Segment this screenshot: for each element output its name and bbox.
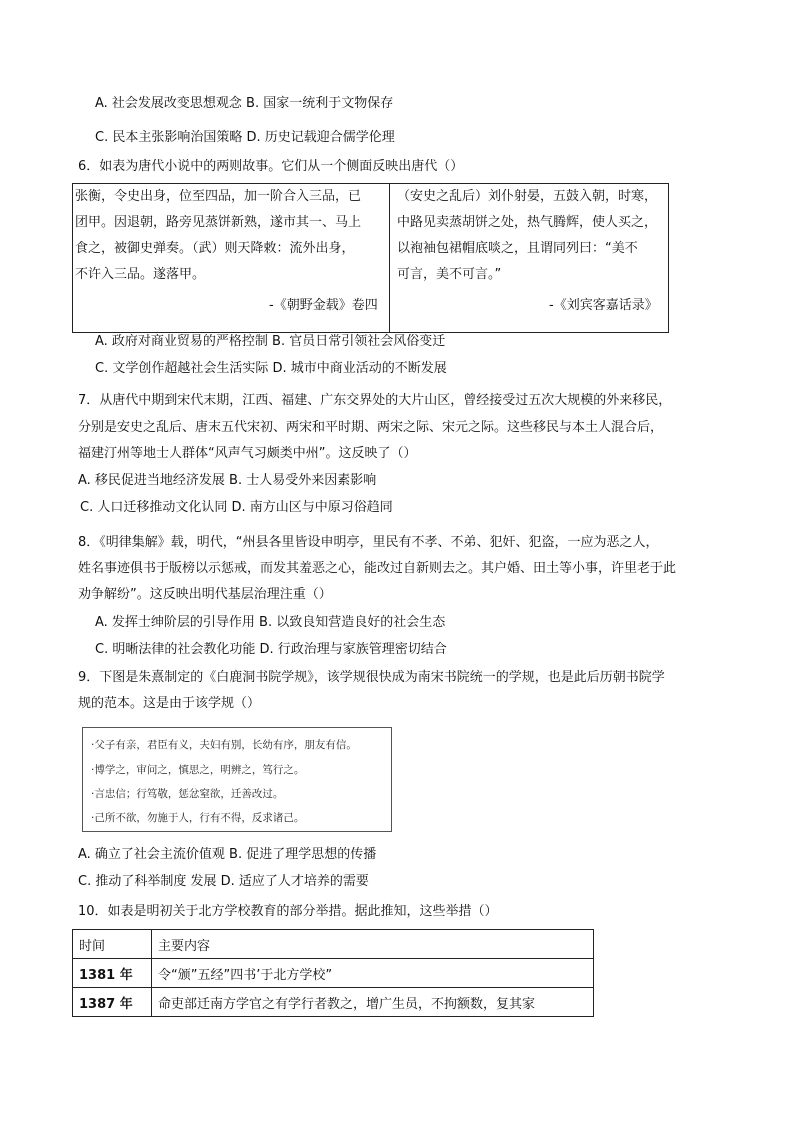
q10-stem: 10．如表是明初关于北方学校教育的部分举措。据此推知，这些举措（） [78,904,498,919]
table-row [73,959,594,988]
q6-right-line: 以袍袖包裙帽底啖之，且谓同列曰：“美不 [397,241,638,256]
q6-left-line: 团甲。因退朝，路旁见蒸饼新熟，遂市其一、马上 [75,215,362,230]
q10-table [72,929,594,1017]
q6-right-line: 可言，美不可言。” [397,267,502,282]
q7-stem-line: 分别是安史之乱后、唐末五代宋初、两宋和平时期、两宋之际、宋元之际。这些移民与本土人混合后， [78,420,664,435]
header-content: 主要内容 [152,930,594,959]
rule-line: ·博学之，审问之，慎思之，明辨之，笃行之。 [91,764,305,776]
q6-options-ab: A. 政府对商业贸易的严格控制 B. 官员日常引领社会风俗变迁 [95,334,446,349]
q8-options-ab: A. 发挥士绅阶层的引导作用 B. 以致良知营造良好的社会生态 [95,615,446,630]
row-year: 1387 年 [73,988,152,1017]
q8-stem-line: 姓名事迹俱书于版榜以示惩戒，而发其羞恶之心，能改过自新则去之。其户婚、田土等小事，许里老于此 [78,561,677,576]
q6-left-line: 张衡，令史出身，位至四品，加一阶合入三品，已 [75,189,362,204]
q9-stem-line: 9．下图是朱熹制定的《白鹿洞书院学规》，该学规很快成为南宋书院统一的学规，也是此后历朝书院学 [78,670,665,685]
bailudong-rules-figure [82,727,392,832]
q5-options-cd: C. 民本主张影响治国策略 D. 历史记载迎合儒学伦理 [95,130,395,145]
q8-stem-line: 8．《明律集解》载，明代，“州县各里皆设申明亭，里民有不孝、不弟、犯奸、犯盗，一应为恶之人， [78,535,659,550]
header-time: 时间 [73,930,152,959]
q6-right-source: -《刘宾客嘉话录》 [549,298,658,313]
q7-stem-line: 7．从唐代中期到宋代末期，江西、福建、广东交界处的大片山区，曾经接受过五次大规模的外来移民， [78,393,672,408]
row-content: 令“颁”五经”四书’于北方学校” [152,959,594,988]
q6-options-cd: C. 文学创作超越社会生活实际 D. 城市中商业活动的不断发展 [95,361,447,376]
q7-stem-line: 福建汀州等地士人群体“风声气习颇类中州”。这反映了（） [78,446,417,461]
row-year: 1381 年 [73,959,152,988]
q9-stem-line: 规的范本。这是由于该学规（） [78,696,261,711]
row-content: 命吏部迁南方学官之有学行者教之，增广生员，不拘额数，复其家 [152,988,594,1017]
q7-options-ab: A. 移民促进当地经济发展 B. 士人易受外来因素影响 [78,473,377,488]
table-header-row [73,930,594,959]
q9-options-cd: C. 推动了科举制度 发展 D. 适应了人才培养的需要 [78,874,369,889]
rule-line: ·言忠信；行笃敬，惩忿窒欲，迁善改过。 [91,788,284,800]
rule-line: ·己所不欲，勿施于人，行有不得，反求诸己。 [91,812,305,824]
q6-story-table [72,183,669,333]
q6-stem: 6．如表为唐代小说中的两则故事。它们从一个侧面反映出唐代（） [78,159,464,174]
q8-stem-line: 劝争解纷”。这反映出明代基层治理注重（） [78,587,332,602]
q6-left-source: -《朝野金载》卷四 [269,298,378,313]
rule-line: ·父子有亲，君臣有义，夫妇有别，长幼有序，朋友有信。 [91,739,357,751]
q9-options-ab: A. 确立了社会主流价值观 B. 促进了理学思想的传播 [78,847,377,862]
q6-left-line: 食之，被御史弹奏。（武）则天降敕：流外出身， [75,241,355,256]
table-row [73,988,594,1017]
q7-options-cd: C. 人口迁移推动文化认同 D. 南方山区与中原习俗趋同 [80,500,393,515]
q8-options-cd: C. 明晰法律的社会教化功能 D. 行政治理与家族管理密切结合 [95,642,447,657]
q6-right-line: （安史之乱后）刘仆射晏，五鼓入朝，时寒， [397,189,658,204]
q6-right-line: 中路见卖蒸胡饼之处，热气腾辉，使人买之， [397,215,658,230]
q5-options-ab: A. 社会发展改变思想观念 B. 国家一统利于文物保存 [95,96,394,111]
q6-left-line: 不许入三品。遂落甲。 [75,267,206,282]
q6-table-divider [389,184,390,332]
